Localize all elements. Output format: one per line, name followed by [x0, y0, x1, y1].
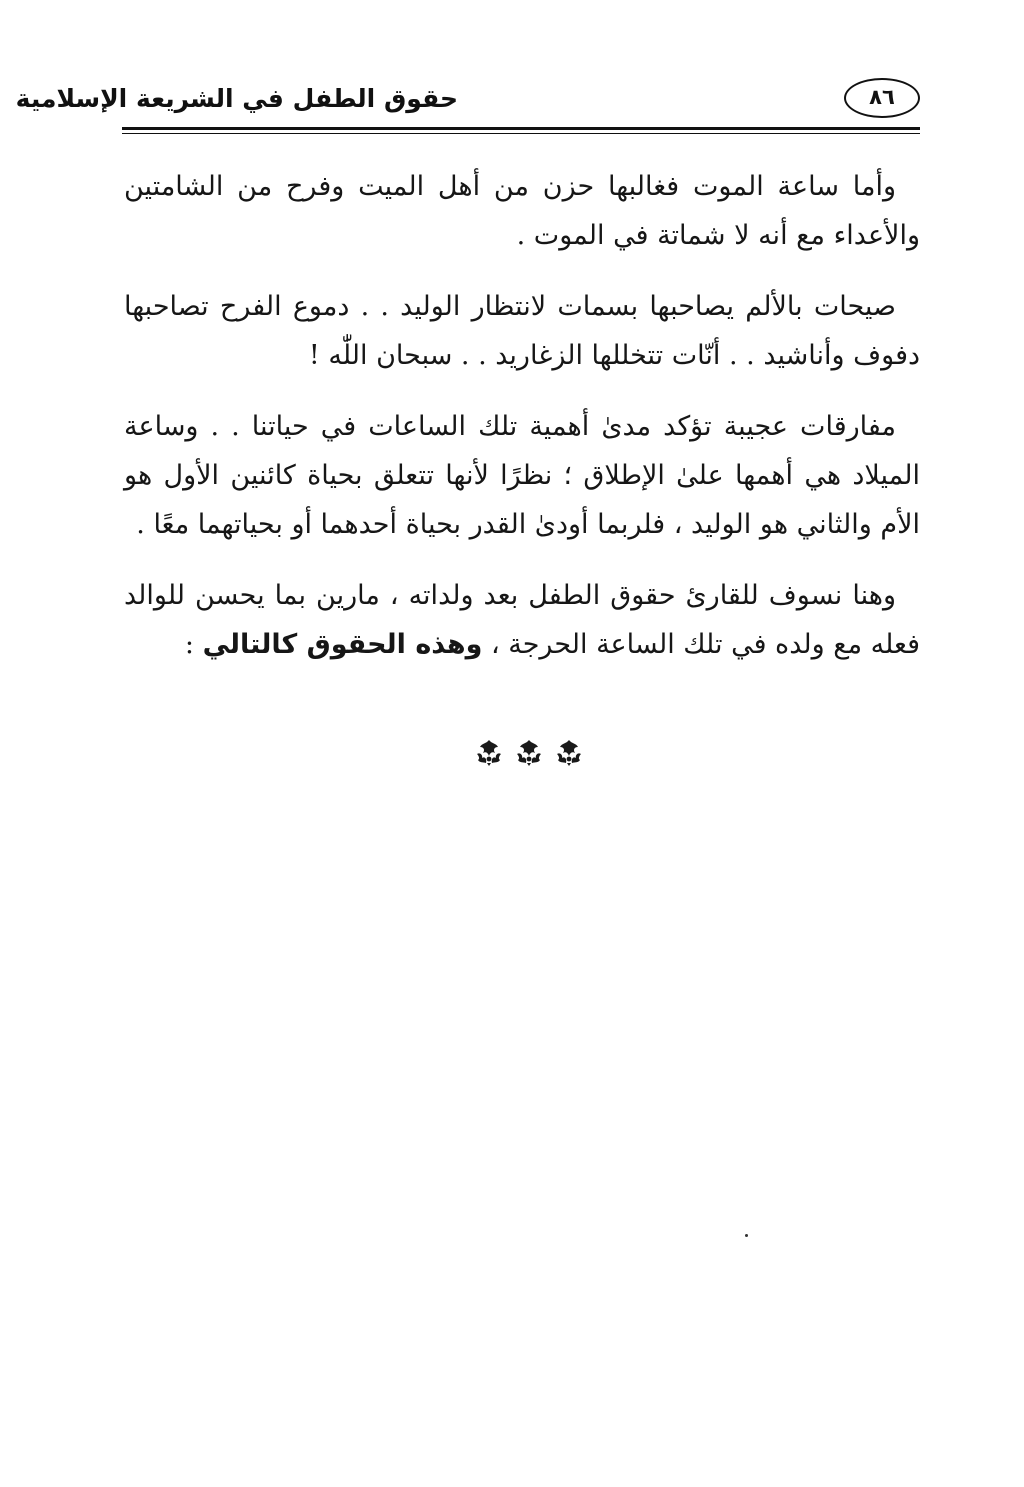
- paragraph-4-text: وهنا نسوف للقارئ حقوق الطفل بعد ولداته ، مارين بما يحسن للوالد فعله مع ولده في تلك الساعة الحرجة ،: [124, 580, 920, 660]
- running-title: حقوق الطفل في الشريعة الإسلامية: [15, 84, 458, 113]
- paragraph-2: [124, 282, 920, 380]
- scan-speck: [745, 1234, 748, 1237]
- paragraph-4-bold-text: وهذه الحقوق كالتالي: [202, 629, 483, 660]
- paragraph-1-text: وأما ساعة الموت فغالبها حزن من أهل الميت وفرح من الشامتين والأعداء مع أنه لا شماتة في الموت .: [124, 171, 920, 251]
- paragraph-2-text: صيحات بالألم يصاحبها بسمات لانتظار الوليد . . دموع الفرح تصاحبها دفوف وأناشيد . . أنّات تتخللها الزغاريد . . سبحان اللّٰه !: [124, 291, 920, 371]
- paragraph-4-tail: :: [184, 629, 203, 660]
- section-end-ornament: [474, 738, 584, 766]
- paragraph-3: [124, 402, 920, 549]
- floral-ornament-icon: [474, 738, 504, 766]
- paragraph-3-text: مفارقات عجيبة تؤكد مدىٰ أهمية تلك الساعات في حياتنا . . وساعة الميلاد هي أهمها علىٰ الإطلاق ؛ نظرًا لأنها تتعلق بحياة كائنين الأول هو الأم والثاني هو الوليد ، فلربما أودىٰ القدر بحياة أحدهما أو بحياتهما معًا .: [124, 411, 920, 540]
- paragraph-1: [124, 162, 920, 260]
- header-rule-thick: [122, 127, 920, 130]
- paragraph-4: [124, 571, 920, 669]
- page-header: [15, 78, 920, 126]
- page-body: [124, 162, 920, 691]
- header-rule-thin: [122, 133, 920, 134]
- floral-ornament-icon: [514, 738, 544, 766]
- floral-ornament-icon: [554, 738, 584, 766]
- page-number-badge: ٨٦: [844, 78, 920, 118]
